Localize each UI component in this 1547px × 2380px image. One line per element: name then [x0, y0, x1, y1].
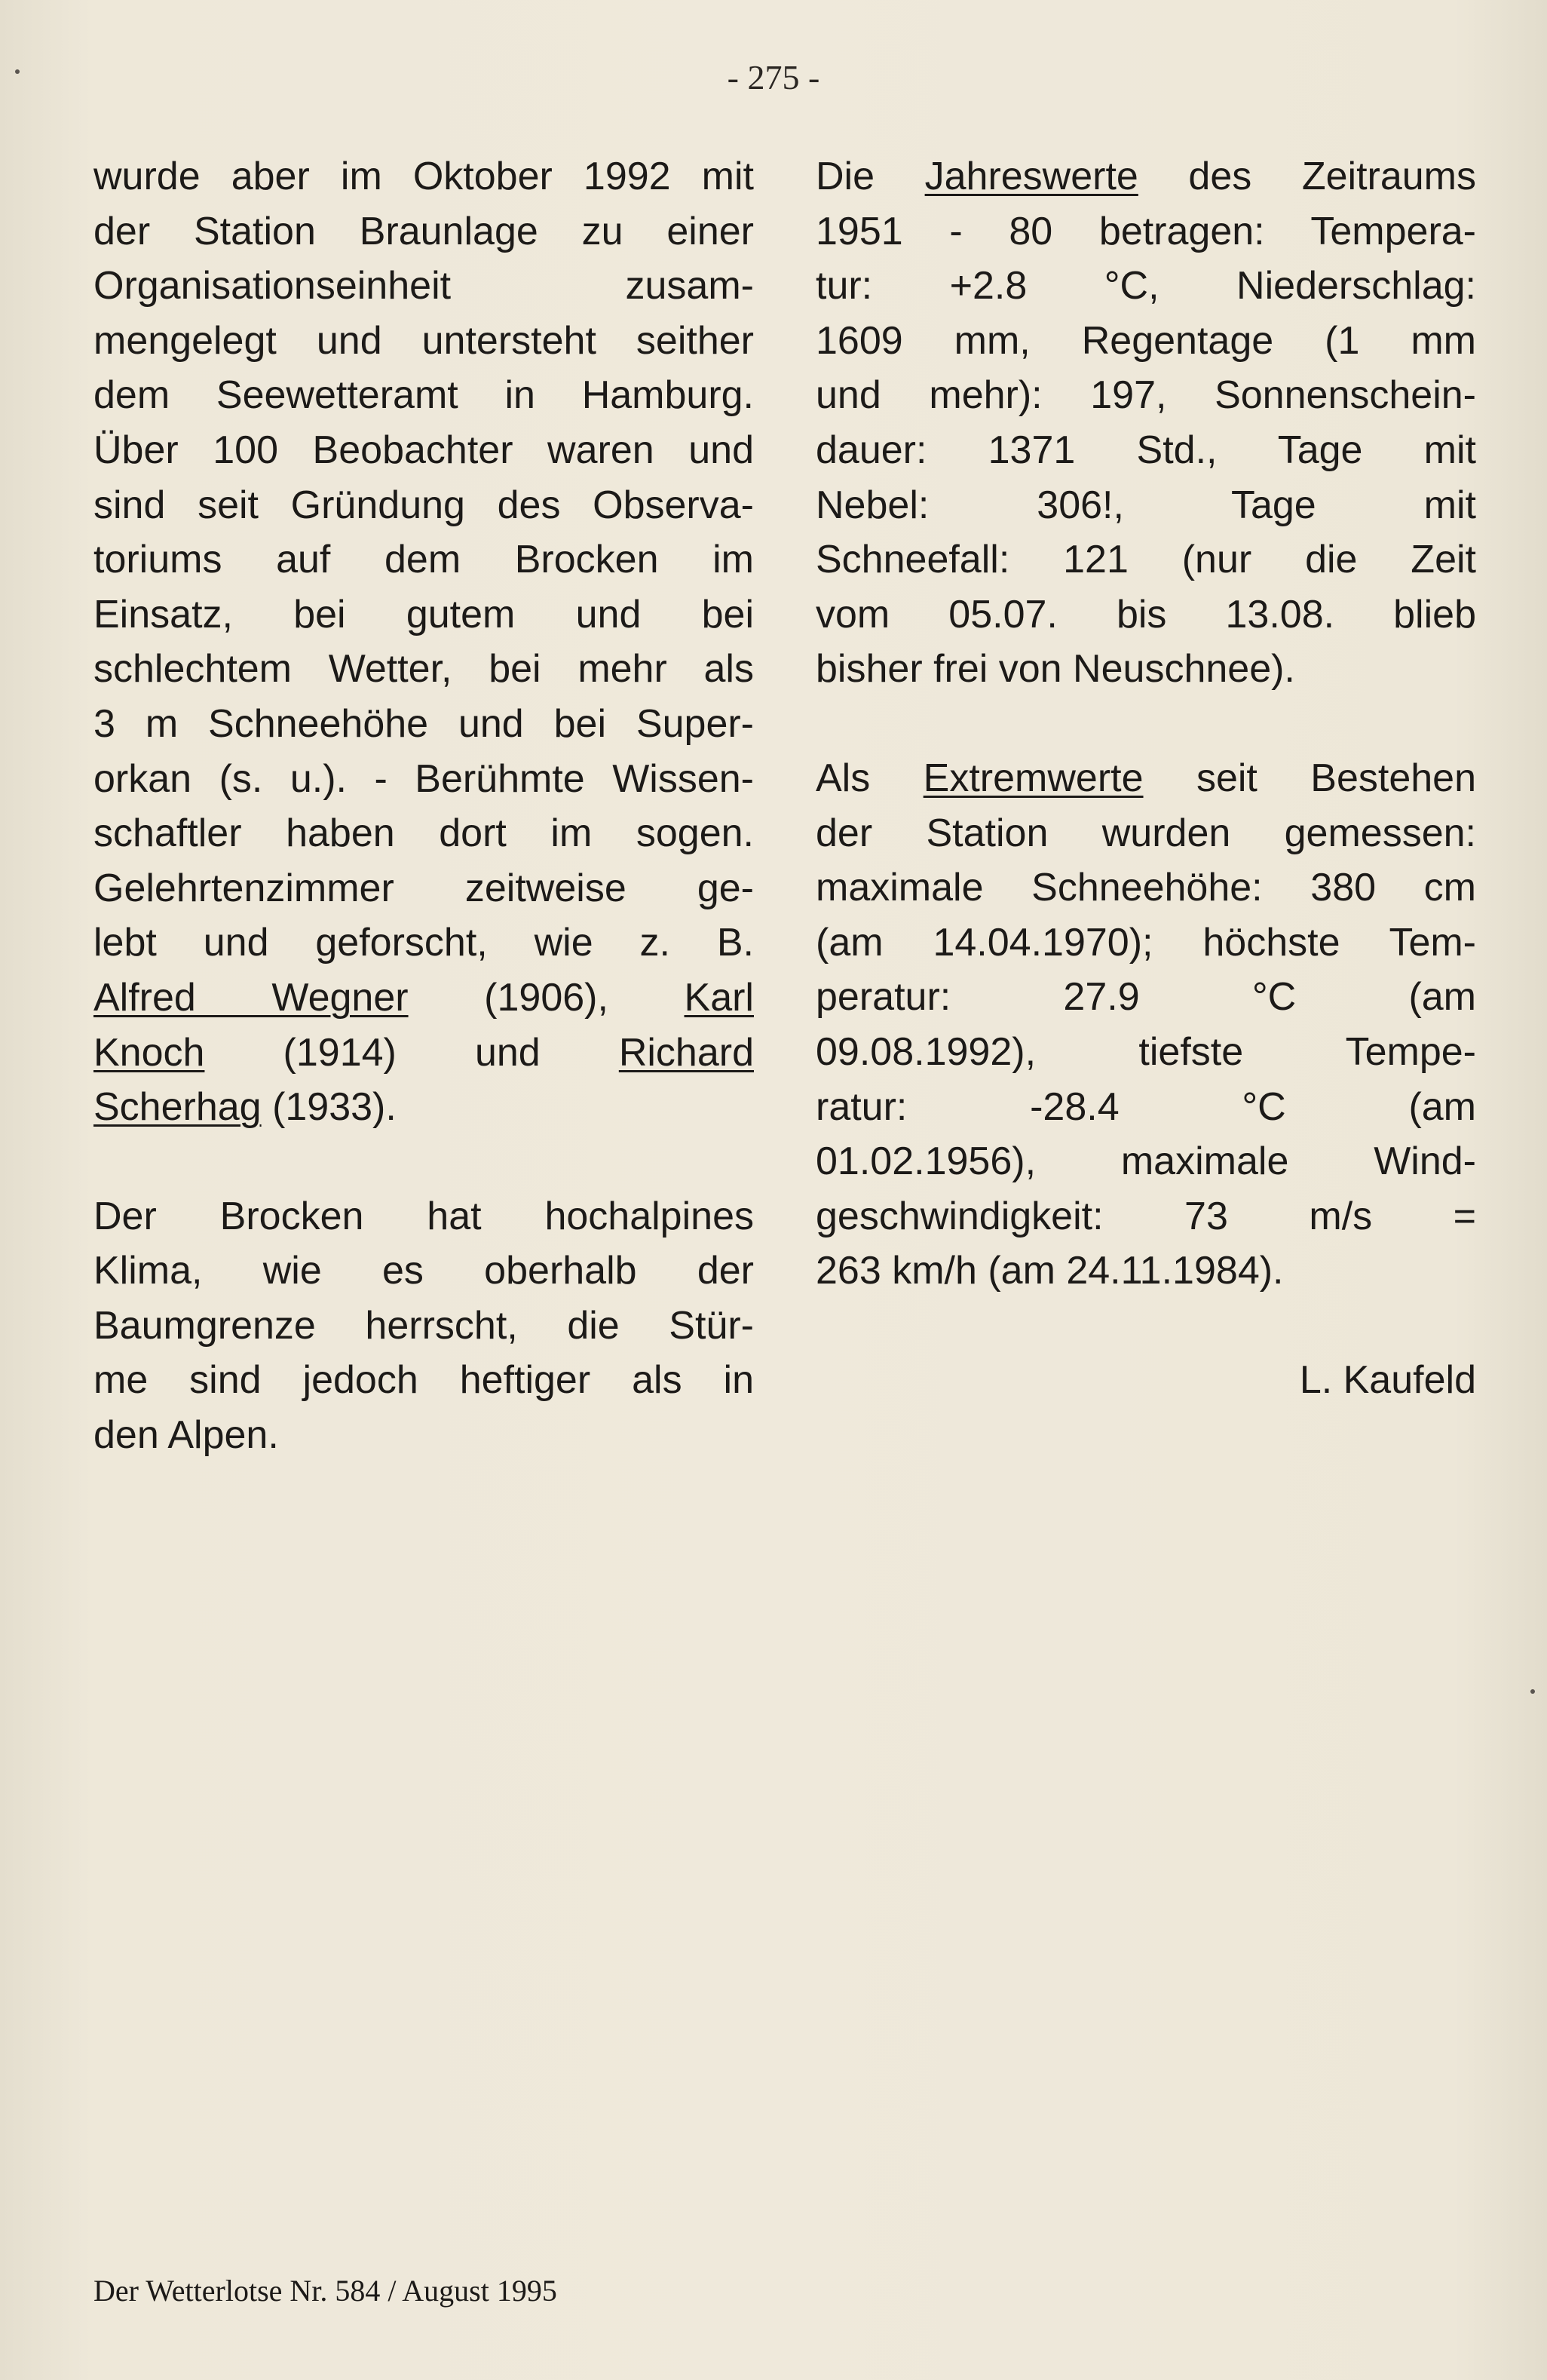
text-line: Baumgrenze herrscht, die Stür- — [93, 1303, 754, 1348]
signature: L. Kaufeld — [1299, 1357, 1476, 1402]
text-line-names — [93, 971, 754, 1026]
text-line: ratur: -28.4 °C (am — [816, 1084, 1476, 1129]
text-line: 3 m Schneehöhe und bei Super- — [93, 701, 754, 746]
text-line: sind seit Gründung des Observa- — [93, 483, 754, 527]
text-fragment: Die — [816, 155, 875, 198]
footer-publication: Der Wetterlotse Nr. 584 / August 1995 — [93, 2274, 557, 2308]
text-line: Klima, wie es oberhalb der — [93, 1249, 754, 1293]
year-text: (1906), — [484, 975, 608, 1020]
text-line: Organisationseinheit zusam- — [93, 264, 754, 308]
text-line: peratur: 27.9 °C (am — [816, 975, 1476, 1020]
text-line: Gelehrtenzimmer zeitweise ge- — [93, 866, 754, 910]
text-line: tur: +2.8 °C, Niederschlag: — [816, 264, 1476, 308]
left-column — [93, 149, 754, 1463]
text-line: schlechtem Wetter, bei mehr als — [93, 647, 754, 692]
text-line: 1609 mm, Regentage (1 mm — [816, 318, 1476, 363]
scientist-name-knoch-cont: Knoch — [93, 1030, 205, 1075]
scientist-name-wegner: Alfred Wegner — [93, 975, 409, 1020]
text-line: dauer: 1371 Std., Tage mit — [816, 428, 1476, 472]
text-line: bisher frei von Neuschnee). — [816, 647, 1295, 692]
text-line: 1951 - 80 betragen: Tempera- — [816, 209, 1476, 253]
text-line: mengelegt und untersteht seither — [93, 318, 754, 363]
text-line-names — [93, 1026, 754, 1081]
text-line: der Station wurden gemessen: — [816, 811, 1476, 855]
text-line: me sind jedoch heftiger als in — [93, 1358, 754, 1403]
year-text: (1914) — [283, 1030, 397, 1075]
text-line-heading — [816, 149, 1476, 204]
text-line: der Station Braunlage zu einer — [93, 209, 754, 253]
text-line: und mehr): 197, Sonnenschein- — [816, 373, 1476, 418]
scientist-name-scherhag-cont: Scherhag — [93, 1085, 262, 1130]
text-line-names — [93, 1080, 754, 1135]
text-line: geschwindigkeit: 73 m/s = — [816, 1194, 1476, 1238]
scan-speck — [1530, 1689, 1535, 1694]
text-line: maximale Schneehöhe: 380 cm — [816, 866, 1476, 910]
text-line: vom 05.07. bis 13.08. blieb — [816, 592, 1476, 636]
right-column — [816, 149, 1476, 1407]
scientist-name-scherhag: Richard — [618, 1030, 754, 1075]
text-line: 01.02.1956), maximale Wind- — [816, 1139, 1476, 1184]
text-line: Nebel: 306!, Tage mit — [816, 483, 1476, 527]
text-line: 263 km/h (am 24.11.1984). — [816, 1249, 1284, 1293]
text-line: Über 100 Beobachter waren und — [93, 428, 754, 472]
text-line: orkan (s. u.). - Berühmte Wissen- — [93, 756, 754, 801]
text-line: den Alpen. — [93, 1413, 279, 1458]
text-line: Einsatz, bei gutem und bei — [93, 592, 754, 636]
text-line: Der Brocken hat hochalpines — [93, 1194, 754, 1238]
text-line: toriums auf dem Brocken im — [93, 538, 754, 582]
text-line: wurde aber im Oktober 1992 mit — [93, 155, 754, 198]
underlined-term-extremwerte: Extremwerte — [923, 756, 1144, 800]
year-text: (1933). — [272, 1085, 397, 1130]
text-line: Schneefall: 121 (nur die Zeit — [816, 538, 1476, 582]
text-fragment: Als — [816, 756, 871, 800]
scientist-name-knoch: Karl — [684, 975, 754, 1020]
underlined-term-jahreswerte: Jahreswerte — [924, 155, 1138, 198]
scan-speck — [15, 69, 20, 74]
text-line: (am 14.04.1970); höchste Tem- — [816, 920, 1476, 965]
text-line: 09.08.1992), tiefste Tempe- — [816, 1029, 1476, 1074]
text-fragment: seit Bestehen — [1196, 756, 1476, 800]
text-line-heading — [816, 751, 1476, 806]
text-line: dem Seewetteramt in Hamburg. — [93, 373, 754, 418]
text-line: schaftler haben dort im sogen. — [93, 811, 754, 856]
conjunction-text: und — [474, 1030, 541, 1075]
page-number: - 275 - — [727, 58, 820, 97]
text-line: lebt und geforscht, wie z. B. — [93, 921, 754, 965]
text-fragment: des Zeitraums — [1188, 155, 1476, 198]
